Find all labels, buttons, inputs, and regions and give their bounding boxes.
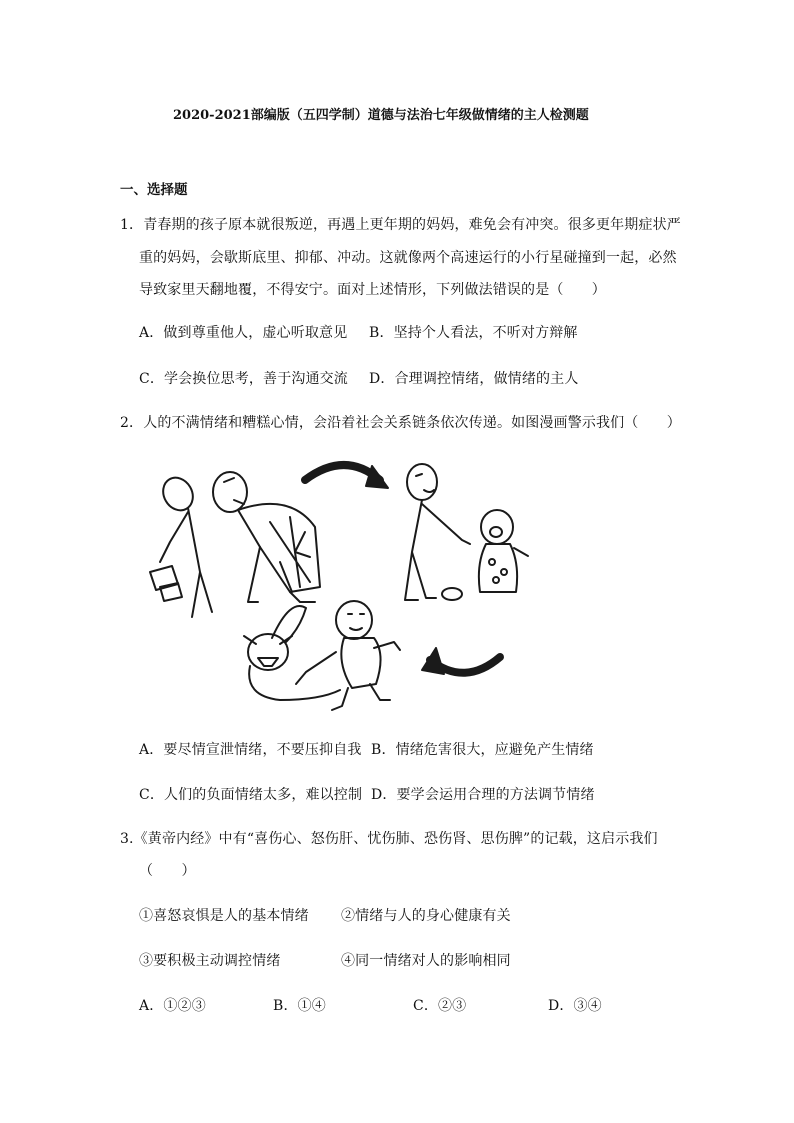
question-3-statement-3: ③要积极主动调控情绪 — [139, 953, 281, 969]
father-scolding-figure — [405, 464, 528, 600]
question-1-line-3: 导致家里天翻地覆，不得安宁。面对上述情形，下列做法错误的是（ ） — [139, 282, 606, 298]
boss-yelling-figure — [150, 472, 320, 617]
question-2-option-b: B．情绪危害很大，应避免产生情绪 — [371, 742, 594, 758]
question-3-option-c: C．②③ — [413, 998, 467, 1014]
question-1-line-1: 1．青春期的孩子原本就很叛逆，再遇上更年期的妈妈，难免会有冲突。很多更年期症状严 — [120, 217, 681, 233]
question-1-option-c: C．学会换位思考，善于沟通交流 — [139, 371, 348, 387]
question-1-option-a: A．做到尊重他人，虚心听取意见 — [139, 325, 348, 341]
question-2-option-a: A．要尽情宣泄情绪，不要压抑自我 — [139, 742, 362, 758]
question-3-statement-2: ②情绪与人的身心健康有关 — [341, 908, 511, 924]
question-3-statement-4: ④同一情绪对人的影响相同 — [341, 953, 511, 969]
section-heading: 一、选择题 — [120, 182, 188, 198]
question-2-line-1: 2．人的不满情绪和糟糕心情，会沿着社会关系链条依次传递。如图漫画警示我们（ ） — [120, 415, 681, 431]
question-3-option-d: D．③④ — [548, 998, 602, 1014]
page-title: 2020-2021部编版（五四学制）道德与法治七年级做情绪的主人检测题 — [173, 108, 589, 123]
question-3-option-b: B．①④ — [273, 998, 326, 1014]
question-1-option-d: D．合理调控情绪，做情绪的主人 — [369, 371, 579, 387]
question-3-statement-1: ①喜怒哀惧是人的基本情绪 — [139, 908, 309, 924]
emotion-chain-cartoon-icon — [140, 452, 560, 722]
question-1-line-2: 重的妈妈，会歇斯底里、抑郁、冲动。这就像两个高速运行的小行星碰撞到一起，必然 — [139, 250, 677, 266]
question-1-option-b: B．坚持个人看法，不听对方辩解 — [369, 325, 578, 341]
question-3-line-1: 3.《黄帝内经》中有“喜伤心、怒伤肝、忧伤肺、恐伤肾、思伤脾”的记载，这启示我们 — [120, 831, 658, 847]
question-2-option-d: D．要学会运用合理的方法调节情绪 — [371, 787, 595, 803]
question-3-line-2: （ ） — [139, 863, 196, 879]
question-2-option-c: C．人们的负面情绪太多，难以控制 — [139, 787, 363, 803]
question-3-option-a: A．①②③ — [139, 998, 206, 1014]
child-kicking-cat-figure — [244, 601, 400, 710]
